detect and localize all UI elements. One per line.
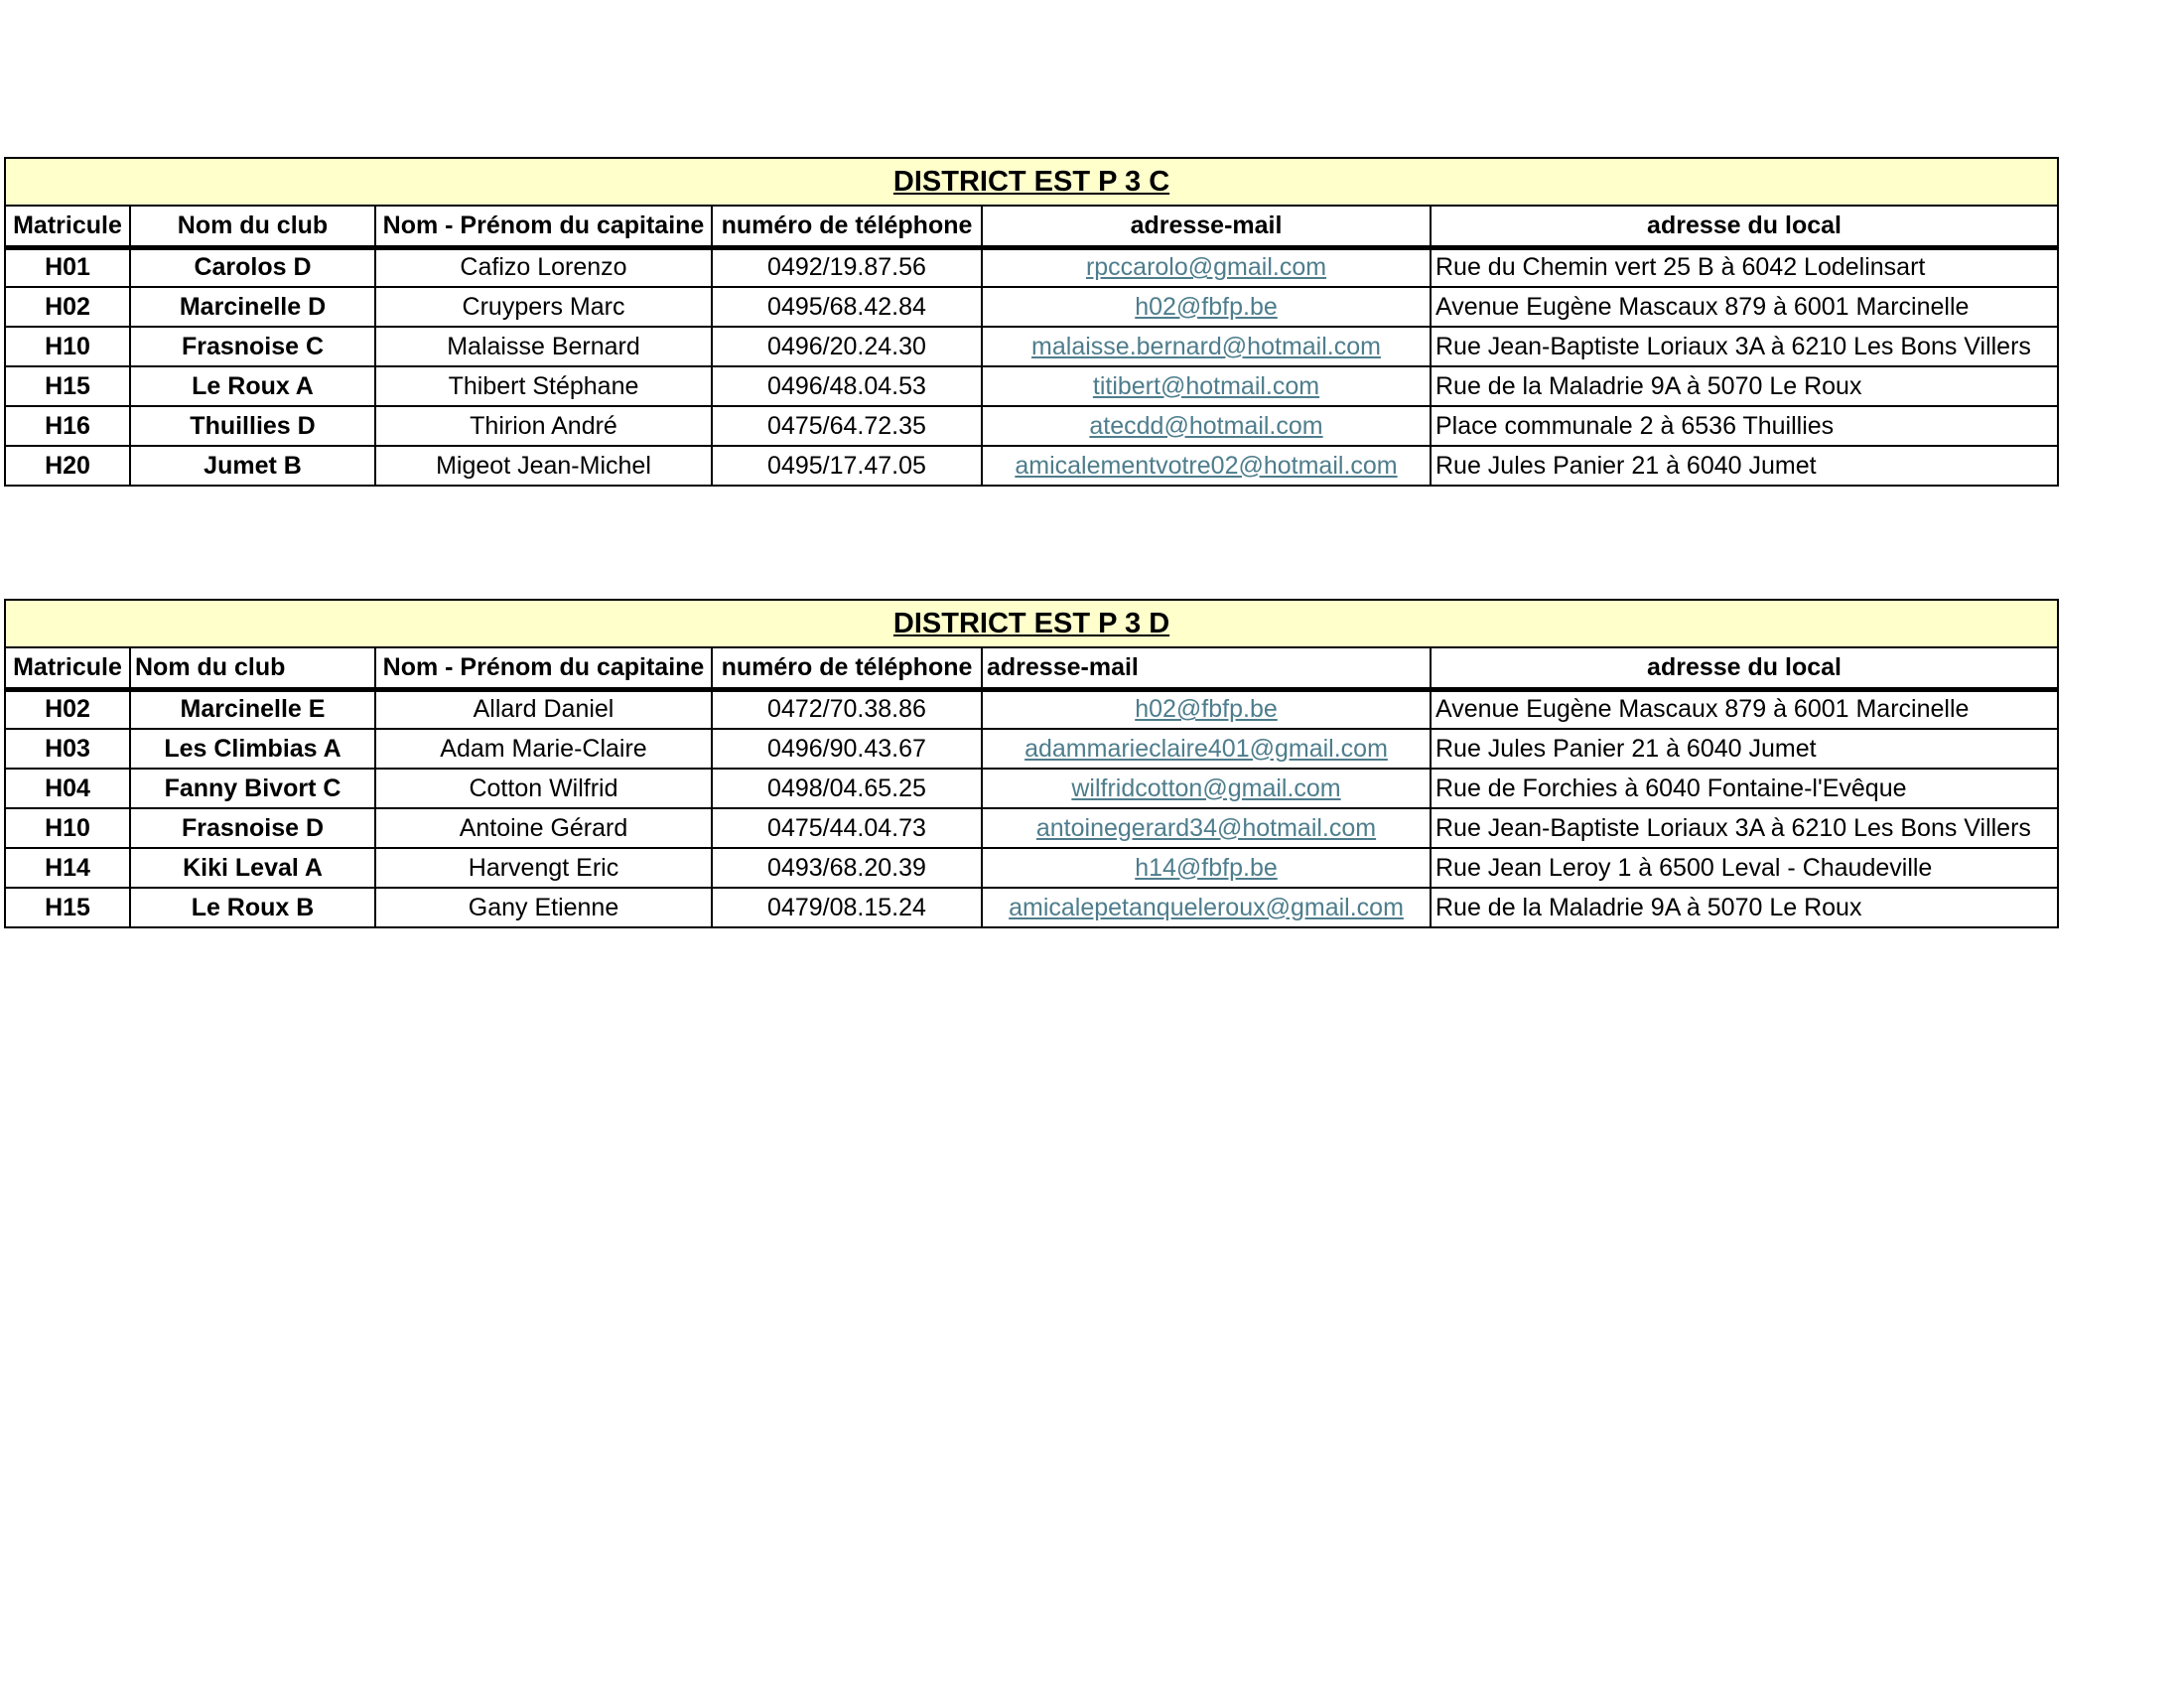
cell-phone: 0492/19.87.56 [712, 247, 982, 287]
email-link[interactable]: antoinegerard34@hotmail.com [1035, 813, 1377, 842]
cell-club: Fanny Bivort C [130, 769, 375, 808]
cell-captain: Cafizo Lorenzo [375, 247, 712, 287]
table-row [5, 769, 2058, 808]
cell-captain: Antoine Gérard [375, 808, 712, 848]
cell-address: Rue Jean-Baptiste Loriaux 3A à 6210 Les Bons Villers [1431, 808, 2058, 848]
cell-club: Carolos D [130, 247, 375, 287]
table-row [5, 327, 2058, 366]
cell-address: Rue de la Maladrie 9A à 5070 Le Roux [1431, 888, 2058, 927]
table-row [5, 366, 2058, 406]
cell-email [982, 327, 1431, 366]
cell-captain: Cruypers Marc [375, 287, 712, 327]
cell-matricule: H02 [5, 287, 130, 327]
header-row [5, 647, 2058, 689]
email-link[interactable]: amicalementvotre02@hotmail.com [1015, 451, 1398, 480]
header-email: adresse-mail [982, 206, 1431, 247]
cell-captain: Harvengt Eric [375, 848, 712, 888]
header-club: Nom du club [130, 647, 375, 689]
cell-captain: Thirion André [375, 406, 712, 446]
cell-address: Rue de Forchies à 6040 Fontaine-l'Evêque [1431, 769, 2058, 808]
email-link[interactable]: amicalepetanqueleroux@gmail.com [1009, 893, 1404, 921]
cell-club: Le Roux B [130, 888, 375, 927]
cell-club: Le Roux A [130, 366, 375, 406]
table-row [5, 848, 2058, 888]
cell-matricule: H04 [5, 769, 130, 808]
table-row [5, 888, 2058, 927]
cell-captain: Malaisse Bernard [375, 327, 712, 366]
header-phone: numéro de téléphone [712, 206, 982, 247]
cell-captain: Gany Etienne [375, 888, 712, 927]
header-captain: Nom - Prénom du capitaine [375, 206, 712, 247]
cell-email [982, 446, 1431, 486]
cell-club: Jumet B [130, 446, 375, 486]
cell-matricule: H10 [5, 808, 130, 848]
cell-phone: 0472/70.38.86 [712, 689, 982, 729]
cell-email [982, 729, 1431, 769]
cell-captain: Thibert Stéphane [375, 366, 712, 406]
table-row [5, 729, 2058, 769]
email-link[interactable]: wilfridcotton@gmail.com [1071, 774, 1341, 802]
cell-club: Marcinelle D [130, 287, 375, 327]
header-address: adresse du local [1431, 206, 2058, 247]
cell-email [982, 247, 1431, 287]
cell-club: Marcinelle E [130, 689, 375, 729]
cell-address: Rue Jules Panier 21 à 6040 Jumet [1431, 446, 2058, 486]
cell-phone: 0493/68.20.39 [712, 848, 982, 888]
cell-club: Les Climbias A [130, 729, 375, 769]
header-matricule: Matricule [5, 647, 130, 689]
email-link[interactable]: h02@fbfp.be [1135, 292, 1278, 321]
table-row [5, 287, 2058, 327]
email-link[interactable]: h14@fbfp.be [1135, 853, 1278, 882]
cell-phone: 0496/20.24.30 [712, 327, 982, 366]
cell-email [982, 808, 1431, 848]
cell-phone: 0496/90.43.67 [712, 729, 982, 769]
cell-address: Place communale 2 à 6536 Thuillies [1431, 406, 2058, 446]
cell-email [982, 689, 1431, 729]
cell-address: Avenue Eugène Mascaux 879 à 6001 Marcinelle [1431, 689, 2058, 729]
cell-club: Thuillies D [130, 406, 375, 446]
cell-phone: 0479/08.15.24 [712, 888, 982, 927]
cell-phone: 0495/68.42.84 [712, 287, 982, 327]
header-email: adresse-mail [982, 647, 1431, 689]
cell-matricule: H14 [5, 848, 130, 888]
header-phone: numéro de téléphone [712, 647, 982, 689]
email-link[interactable]: titibert@hotmail.com [1092, 371, 1320, 400]
cell-address: Avenue Eugène Mascaux 879 à 6001 Marcinelle [1431, 287, 2058, 327]
cell-email [982, 287, 1431, 327]
cell-captain: Adam Marie-Claire [375, 729, 712, 769]
table-row [5, 247, 2058, 287]
cell-club: Frasnoise D [130, 808, 375, 848]
header-row [5, 206, 2058, 247]
district-table-p3d [4, 599, 2059, 928]
email-link[interactable]: atecdd@hotmail.com [1089, 411, 1323, 440]
cell-phone: 0496/48.04.53 [712, 366, 982, 406]
table-row [5, 446, 2058, 486]
header-club: Nom du club [130, 206, 375, 247]
email-link[interactable]: h02@fbfp.be [1135, 695, 1278, 724]
cell-phone: 0495/17.47.05 [712, 446, 982, 486]
email-link[interactable]: adammarieclaire401@gmail.com [1024, 734, 1388, 763]
cell-address: Rue de la Maladrie 9A à 5070 Le Roux [1431, 366, 2058, 406]
cell-email [982, 769, 1431, 808]
header-address: adresse du local [1431, 647, 2058, 689]
cell-address: Rue Jean Leroy 1 à 6500 Leval - Chaudeville [1431, 848, 2058, 888]
cell-club: Kiki Leval A [130, 848, 375, 888]
cell-captain: Allard Daniel [375, 689, 712, 729]
cell-email [982, 366, 1431, 406]
cell-email [982, 406, 1431, 446]
cell-address: Rue du Chemin vert 25 B à 6042 Lodelinsart [1431, 247, 2058, 287]
email-link[interactable]: malaisse.bernard@hotmail.com [1031, 332, 1381, 360]
cell-phone: 0498/04.65.25 [712, 769, 982, 808]
cell-matricule: H01 [5, 247, 130, 287]
cell-address: Rue Jean-Baptiste Loriaux 3A à 6210 Les Bons Villers [1431, 327, 2058, 366]
table-title: DISTRICT EST P 3 C [5, 158, 2058, 206]
table-title-row [5, 600, 2058, 647]
table-row [5, 808, 2058, 848]
table-title: DISTRICT EST P 3 D [5, 600, 2058, 647]
cell-matricule: H15 [5, 366, 130, 406]
cell-email [982, 888, 1431, 927]
cell-matricule: H16 [5, 406, 130, 446]
table-title-row [5, 158, 2058, 206]
cell-captain: Migeot Jean-Michel [375, 446, 712, 486]
cell-matricule: H02 [5, 689, 130, 729]
cell-address: Rue Jules Panier 21 à 6040 Jumet [1431, 729, 2058, 769]
cell-matricule: H03 [5, 729, 130, 769]
cell-phone: 0475/44.04.73 [712, 808, 982, 848]
cell-phone: 0475/64.72.35 [712, 406, 982, 446]
email-link[interactable]: rpccarolo@gmail.com [1085, 253, 1327, 282]
table-row [5, 689, 2058, 729]
district-table-p3c [4, 157, 2059, 487]
header-captain: Nom - Prénom du capitaine [375, 647, 712, 689]
table-row [5, 406, 2058, 446]
cell-matricule: H20 [5, 446, 130, 486]
cell-matricule: H10 [5, 327, 130, 366]
cell-club: Frasnoise C [130, 327, 375, 366]
cell-captain: Cotton Wilfrid [375, 769, 712, 808]
cell-email [982, 848, 1431, 888]
header-matricule: Matricule [5, 206, 130, 247]
cell-matricule: H15 [5, 888, 130, 927]
